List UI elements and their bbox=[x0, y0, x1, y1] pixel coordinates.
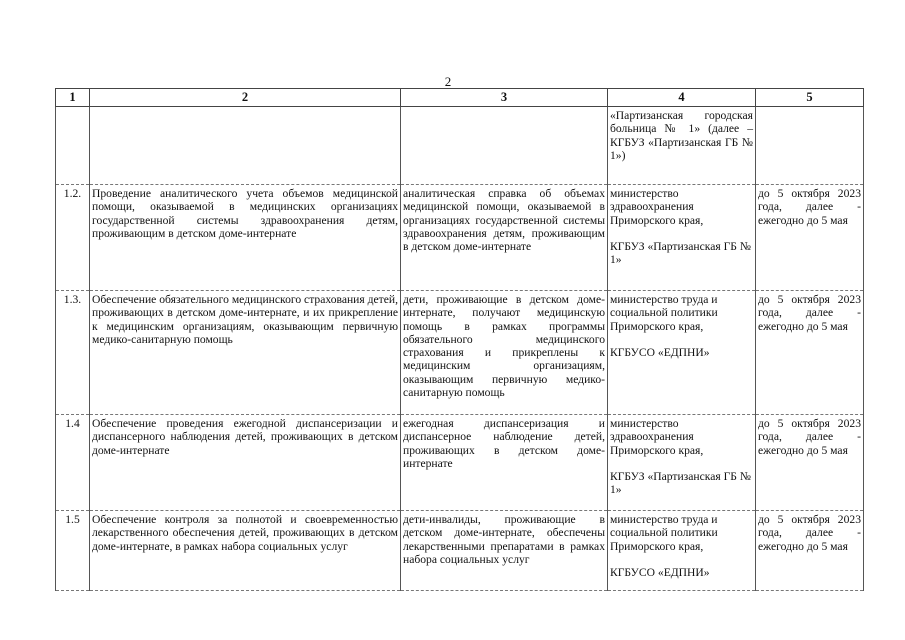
table-row bbox=[56, 511, 864, 591]
executor-ministry: министерство здравоохранения Приморского края, bbox=[610, 417, 704, 457]
cell-executors bbox=[608, 415, 756, 511]
cell-executors bbox=[608, 291, 756, 415]
cell-executor: «Партизанская городская больница № 1» (далее – КГБУЗ «Партизанская ГБ № 1») bbox=[608, 107, 756, 185]
executor-ministry: министерство здравоохранения Приморского края, bbox=[610, 187, 704, 227]
cell-executors bbox=[608, 185, 756, 291]
measures-table bbox=[55, 88, 864, 591]
cell-result: ежегодная диспансеризация и диспансерное наблюдение детей, проживающих в детском доме-интернате bbox=[401, 415, 608, 511]
cell-result: дети-инвалиды, проживающие в детском доме-интернате, обеспечены лекарственными препаратами в рамках набора социальных услуг bbox=[401, 511, 608, 591]
page-number: 2 bbox=[444, 74, 452, 89]
cell-deadline: до 5 октября 2023 года, далее - ежегодно до 5 мая bbox=[756, 511, 864, 591]
cell-deadline: до 5 октября 2023 года, далее - ежегодно до 5 мая bbox=[756, 415, 864, 511]
column-header-3: 3 bbox=[401, 89, 608, 107]
table-row bbox=[56, 415, 864, 511]
executor-organization: КГБУЗ «Партизанская ГБ № 1» bbox=[610, 239, 751, 267]
table-row bbox=[56, 291, 864, 415]
cell-measure: Обеспечение проведения ежегодной диспансеризации и диспансерного наблюдения детей, проживающих в детском доме-интернате bbox=[90, 415, 401, 511]
cell-num: 1.3. bbox=[56, 291, 90, 415]
cell-num bbox=[56, 107, 90, 185]
executor-ministry: министерство труда и социальной политики Приморского края, bbox=[610, 513, 718, 553]
executor-ministry: министерство труда и социальной политики Приморского края, bbox=[610, 293, 718, 333]
cell-num: 1.5 bbox=[56, 511, 90, 591]
column-header-1: 1 bbox=[56, 89, 90, 107]
table-header-row bbox=[56, 89, 864, 107]
cell-result: дети, проживающие в детском доме-интернате, получают медицинскую помощь в рамках программы обязательного медицинского страхования и прикреплены к медицинским организациям, оказывающим первичную медико-санитарную помощь bbox=[401, 291, 608, 415]
cell-executors bbox=[608, 511, 756, 591]
executor-organization: КГБУЗ «Партизанская ГБ № 1» bbox=[610, 469, 751, 497]
executor-organization: КГБУСО «ЕДПНИ» bbox=[610, 345, 710, 359]
cell-measure: Обеспечение контроля за полнотой и своевременностью лекарственного обеспечения детей, проживающих в детском доме-интернате, в рамках набора социальных услуг bbox=[90, 511, 401, 591]
cell-deadline: до 5 октября 2023 года, далее - ежегодно до 5 мая bbox=[756, 185, 864, 291]
column-header-4: 4 bbox=[608, 89, 756, 107]
column-header-2: 2 bbox=[90, 89, 401, 107]
cell-result: аналитическая справка об объемах медицинской помощи, оказываемой в организациях государственной системы здравоохранения детям, проживающим в детском доме-интернате bbox=[401, 185, 608, 291]
cell-deadline bbox=[756, 107, 864, 185]
table-row bbox=[56, 185, 864, 291]
cell-num: 1.2. bbox=[56, 185, 90, 291]
column-header-5: 5 bbox=[756, 89, 864, 107]
cell-result bbox=[401, 107, 608, 185]
executor-organization: КГБУСО «ЕДПНИ» bbox=[610, 565, 710, 579]
cell-num: 1.4 bbox=[56, 415, 90, 511]
cell-deadline: до 5 октября 2023 года, далее - ежегодно до 5 мая bbox=[756, 291, 864, 415]
cell-measure: Обеспечение обязательного медицинского страхования детей, проживающих в детском доме-интернате, и их прикрепление к медицинским организациям, оказывающим первичную медико-санитарную помощь bbox=[90, 291, 401, 415]
cell-measure: Проведение аналитического учета объемов медицинской помощи, оказываемой в медицинских организациях государственной системы здравоохранения детям, проживающим в детском доме-интернате bbox=[90, 185, 401, 291]
cell-measure bbox=[90, 107, 401, 185]
table-row-continuation bbox=[56, 107, 864, 185]
